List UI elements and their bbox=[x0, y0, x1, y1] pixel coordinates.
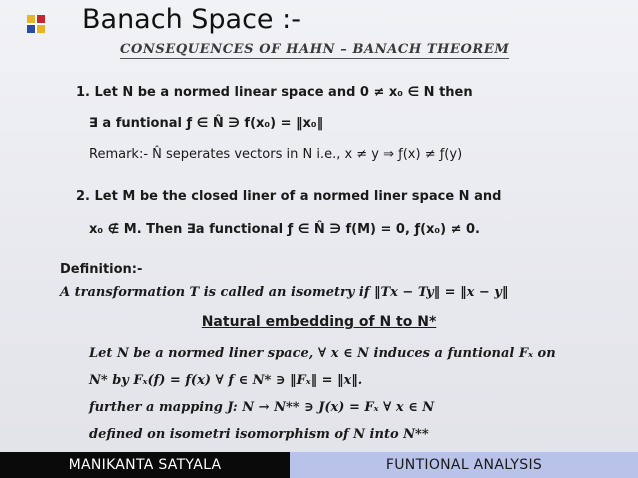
embedding-line4: defined on isometri isomorphism of N into N** bbox=[89, 427, 429, 442]
embedding-line3: further a mapping J: N → N** ∋ J(x) = Fₓ ∀ x ∈ N bbox=[89, 400, 435, 415]
embedding-line2: N* by Fₓ(f) = f(x) ∀ f ∈ N* ∋ ‖Fₓ‖ = ‖x‖. bbox=[89, 373, 363, 388]
page-title: Banach Space :- bbox=[82, 4, 301, 35]
item1-line2: ∃ a funtional ƒ ∈ N̂ ∋ f(x₀) = ‖x₀‖ bbox=[89, 116, 324, 131]
embedding-line1: Let N be a normed liner space, ∀ x ∈ N induces a funtional Fₓ on bbox=[89, 346, 556, 361]
definition-heading: Definition:- bbox=[60, 262, 143, 277]
item1-remark: Remark:- N̂ seperates vectors in N i.e., x ≠ y ⇒ ƒ(x) ≠ ƒ(y) bbox=[89, 147, 463, 162]
footer-course: FUNTIONAL ANALYSIS bbox=[290, 452, 638, 478]
definition-text: A transformation T is called an isometry if ‖Tx − Ty‖ = ‖x − y‖ bbox=[60, 285, 509, 300]
footer-bar bbox=[0, 452, 638, 478]
footer-author: MANIKANTA SATYALA bbox=[0, 452, 290, 478]
cross-square-logo bbox=[27, 15, 45, 33]
item2-line1: 2. Let M be the closed liner of a normed liner space N and bbox=[76, 189, 502, 204]
page-subtitle: CONSEQUENCES OF HAHN – BANACH THEOREM bbox=[120, 42, 510, 57]
item1-line1: 1. Let N be a normed linear space and 0 ≠ x₀ ∈ N then bbox=[76, 85, 473, 100]
embedding-heading: Natural embedding of N to N* bbox=[201, 314, 437, 330]
item2-line2: x₀ ∉ M. Then ∃a functional ƒ ∈ N̂ ∋ f(M) = 0, ƒ(x₀) ≠ 0. bbox=[89, 222, 480, 237]
